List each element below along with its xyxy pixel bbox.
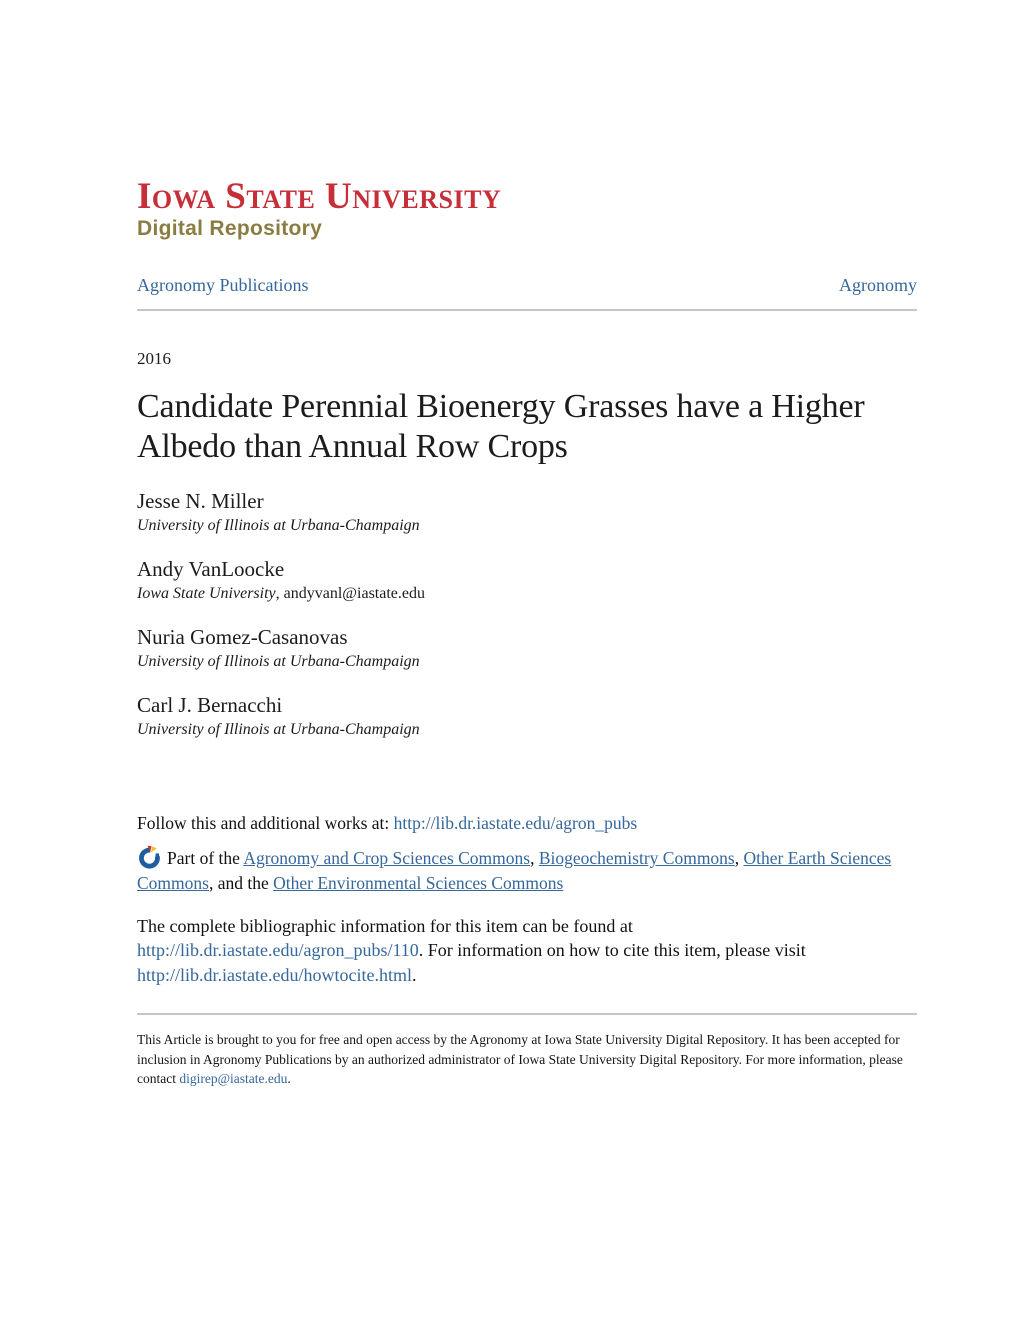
author-entry (137, 557, 917, 603)
biblio-text: . For information on how to cite this item, please visit (418, 940, 806, 961)
author-name: Carl J. Bernacchi (137, 693, 283, 718)
howtocite-link[interactable]: http://lib.dr.iastate.edu/howtocite.html (137, 964, 412, 985)
affiliation-text: University of Illinois at Urbana-Champaign (137, 721, 420, 739)
footer-note (137, 1030, 917, 1089)
contact-email-link[interactable]: digirep@iastate.edu (179, 1071, 288, 1087)
author-name: Jesse N. Miller (137, 489, 264, 514)
university-wordmark: Iowa State University (137, 176, 502, 217)
nav-link-agronomy[interactable]: Agronomy (839, 275, 917, 295)
commons-link-agronomy-crop-sciences[interactable]: Agronomy and Crop Sciences Commons (243, 848, 531, 869)
biblio-item-link[interactable]: http://lib.dr.iastate.edu/agron_pubs/110 (137, 940, 419, 961)
author-affiliation (137, 653, 917, 671)
author-affiliation (137, 517, 917, 535)
author-name: Nuria Gomez-Casanovas (137, 625, 348, 650)
digital-commons-icon (137, 845, 161, 869)
affiliation-text: Iowa State University (137, 585, 276, 603)
footer-text: This Article is brought to you for free and open access by the Agronomy at Iowa State University Digital Repository. It has been accepted for inclusion in Agronomy Publications by an authorized administrator of Iowa State University Digital Repository. For more information, please contact (137, 1032, 903, 1087)
affiliation-text: University of Illinois at Urbana-Champaign (137, 653, 420, 671)
article-title: Candidate Perennial Bioenergy Grasses have a Higher Albedo than Annual Row Crops (137, 388, 865, 466)
follow-works-label: Follow this and additional works at: (137, 813, 394, 834)
bibliographic-info (137, 914, 917, 987)
biblio-text: The complete bibliographic information for this item can be found at (137, 915, 633, 936)
separator: , (530, 848, 539, 869)
part-of-line (137, 845, 917, 896)
repository-logo (137, 178, 917, 241)
affiliation-separator: , (275, 585, 284, 603)
commons-link-other-earth-sciences[interactable]: Other Earth Sciences Commons (137, 848, 892, 894)
author-entry (137, 625, 917, 671)
author-affiliation (137, 585, 917, 603)
author-list (137, 489, 917, 739)
commons-link-biogeochemistry[interactable]: Biogeochemistry Commons (538, 848, 735, 869)
author-entry (137, 489, 917, 535)
author-entry (137, 693, 917, 739)
separator: , (734, 848, 744, 869)
header-divider (137, 309, 917, 311)
part-of-label: Part of the (167, 848, 244, 869)
affiliation-text: University of Illinois at Urbana-Champaign (137, 517, 420, 535)
commons-link-other-environmental-sciences[interactable]: Other Environmental Sciences Commons (273, 873, 564, 894)
author-email: andyvanl@iastate.edu (283, 585, 425, 603)
biblio-text: . (411, 964, 417, 985)
nav-link-agronomy-publications[interactable]: Agronomy Publications (137, 275, 309, 295)
author-affiliation (137, 721, 917, 739)
repository-subtitle: Digital Repository (137, 217, 323, 240)
footer-divider (137, 1013, 917, 1015)
footer-text: . (287, 1071, 291, 1087)
breadcrumb-row (137, 275, 917, 296)
separator: , and the (208, 873, 274, 894)
page-content (137, 0, 917, 1089)
follow-works-link[interactable]: http://lib.dr.iastate.edu/agron_pubs (393, 813, 638, 834)
publication-year: 2016 (137, 349, 171, 368)
follow-works-line (137, 813, 917, 834)
author-name: Andy VanLoocke (137, 557, 285, 582)
